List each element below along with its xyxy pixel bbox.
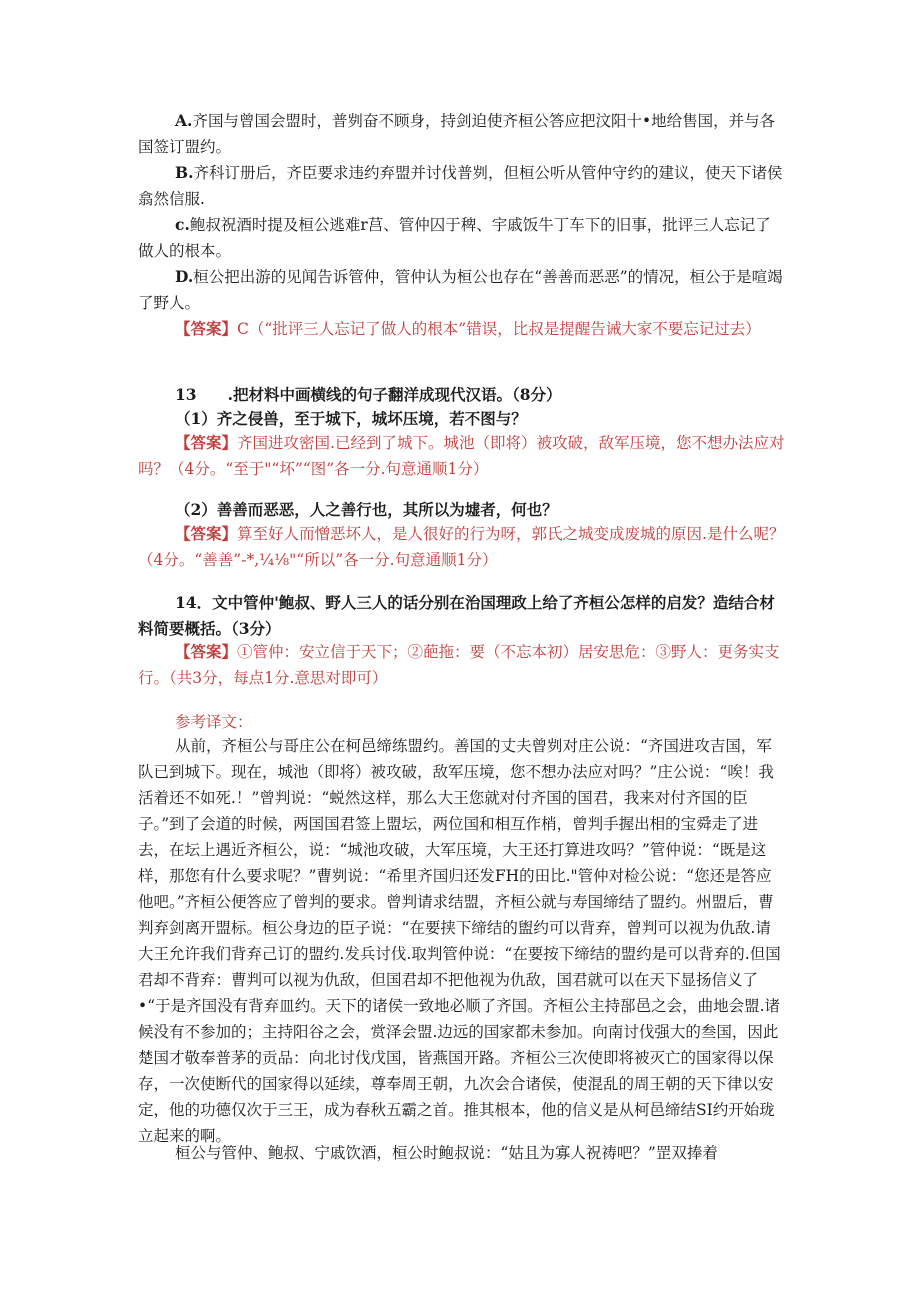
question-13-title: 13 .把材料中画横线的句子翻洋成现代汉语。（8分） — [175, 385, 562, 404]
answer-tag: 【答案】 — [175, 642, 238, 661]
translation-paragraph-1: 从前，齐桓公与哥庄公在柯邑缔练盟约。善国的丈夫曾刿对庄公说：“齐国进攻吉国，军队已到城下。现在，城池（即将）被攻破，敌军压境，您不想办法应对吗？”庄公说：“唉！我活着还不如死.！”曾判说：“蜕然这样，那么大王您就对付齐国的国君，我来对付齐国的臣子。”到了会道的时候，两国国君签上盟坛，两位国和相互作梢，曾判手握出相的宝舜走了进去，在坛上遇近齐桓公，说：“城池攻破，大军压境，大王还打算进攻吗？”管仲说：“既是这样，那您有什么要求呢？”曹刿说：“希里齐国归还发FH的田比."管仲对检公说：“您还是答应他吧。”齐桓公便答应了曾判的要求。曾判请求结盟，齐桓公就与寿国缔结了盟约。州盟后，曹判弃剑离开盟标。桓公身边的臣子说：“在要挟下缔结的盥约可以背弃，曾判可以视为仇敌.请大王允许我们背弃己订的盟约.发兵讨伐.取判管仲说：“在要按下缔结的盟约是可以背弃的.但国君却不背弃：曹判可以视为仇敌，但国君却不把他视为仇敌，国君就可以在天下显扬信义了•“于是齐国没有背弃皿约。天下的诸侯一致地必顺了齐国。齐桓公主持郚邑之会，曲地会盟.诸候没有不参加的；主持阳谷之会，赏泽会盟.边远的国家都未参加。向南讨伐强大的叁国，因此楚国才敬奉普茅的贡品：向北讨伐戊国，皆燕国开路。齐桓公三次使即将被灭亡的国家得以保存，一次使断代的国家得以延续，尊奉周王朝，九次会合诸侯，使混乱的周王朝的天下律以安定，他的功德仅次于三王，成为春秋五霸之首。推其根本，他的信义是从柯邑缔结SI约开始珑立起来的啊。 — [138, 737, 781, 1145]
answer-tag: 【答案】 — [175, 433, 238, 452]
option-d — [138, 264, 786, 316]
answer-13-2 — [138, 521, 786, 573]
answer-text: C（“批评三人忘记了做人的根本”错误，比叔是提醒告诫大家不要忘记过去） — [237, 320, 761, 338]
answer-tag: 【答案】 — [175, 524, 238, 543]
option-text: 齐国与曾国会盟时，普刿奋不顾身，持剑迫使齐桓公答应把汶阳十•地给售国，并与各国签订盟约。 — [138, 112, 776, 156]
option-b — [138, 160, 786, 212]
translation-paragraph-2: 桓公与管仲、鲍叔、宁戚饮酒，桓公时鲍叔说：“姑且为寡人祝祷吧？”罡双捧着 — [175, 1144, 718, 1162]
option-label: c. — [175, 215, 190, 234]
option-text: 鲍叔祝酒时提及桓公逃难r莒、管仲囚于稗、宇戚饭牛丁车下的旧事，批评三人忘记了做人的根本。 — [138, 216, 771, 260]
option-label: B. — [175, 163, 194, 182]
option-label: A. — [175, 111, 193, 130]
option-label: D. — [175, 267, 194, 286]
option-text: 桓公把出游的见闻告诉管仲，管仲认为桓公也存在“善善而恶恶”的情况，桓公于是喧竭了野人。 — [138, 268, 783, 312]
option-a — [138, 108, 786, 160]
answer-text: 算至好人而憎恶坏人，是人很好的行为呀，郭氏之城变成废城的原因.是什么呢？（4分。“善善”-*,¼⅛"“所以”各一分.句意通顺1分） — [138, 525, 785, 569]
translation-heading: 参考译文： — [175, 713, 253, 731]
answer-text: ①管仲：安立信于天下；②葩拖：要（不忘本初）居安思危：③野人：更务实支行。（共3分，每点1分.意思对即可） — [138, 643, 780, 687]
option-text: 齐科订册后，齐臣要求违约弃盟并讨伐普刿，但桓公听从管仲守约的建议，使天下诸侯翕然信服. — [138, 164, 783, 208]
question-13-sentence-2: （2）善善而恶恶，人之善行也，其所以为墟者，何也？ — [175, 500, 558, 519]
answer-12 — [138, 316, 786, 342]
answer-14 — [138, 639, 786, 691]
question-14-title: 14．文中管仲'鲍叔、野人三人的话分别在治国理政上给了齐桓公怎样的启发？造结合材料简要概括。（3分） — [138, 593, 775, 638]
answer-text: 齐国进攻密国.已经到了城下。城池（即将）被攻破，敌军压境，您不想办法应对吗？（4分。“至于"“坏”“图”各一分.句意通顺1分） — [138, 434, 785, 478]
answer-13-1 — [138, 430, 786, 482]
question-13-sentence-1: （1）齐之侵兽，至于城下，城坏压境，若不图与？ — [175, 409, 527, 428]
option-c — [138, 212, 786, 264]
answer-tag: 【答案】 — [175, 319, 238, 338]
